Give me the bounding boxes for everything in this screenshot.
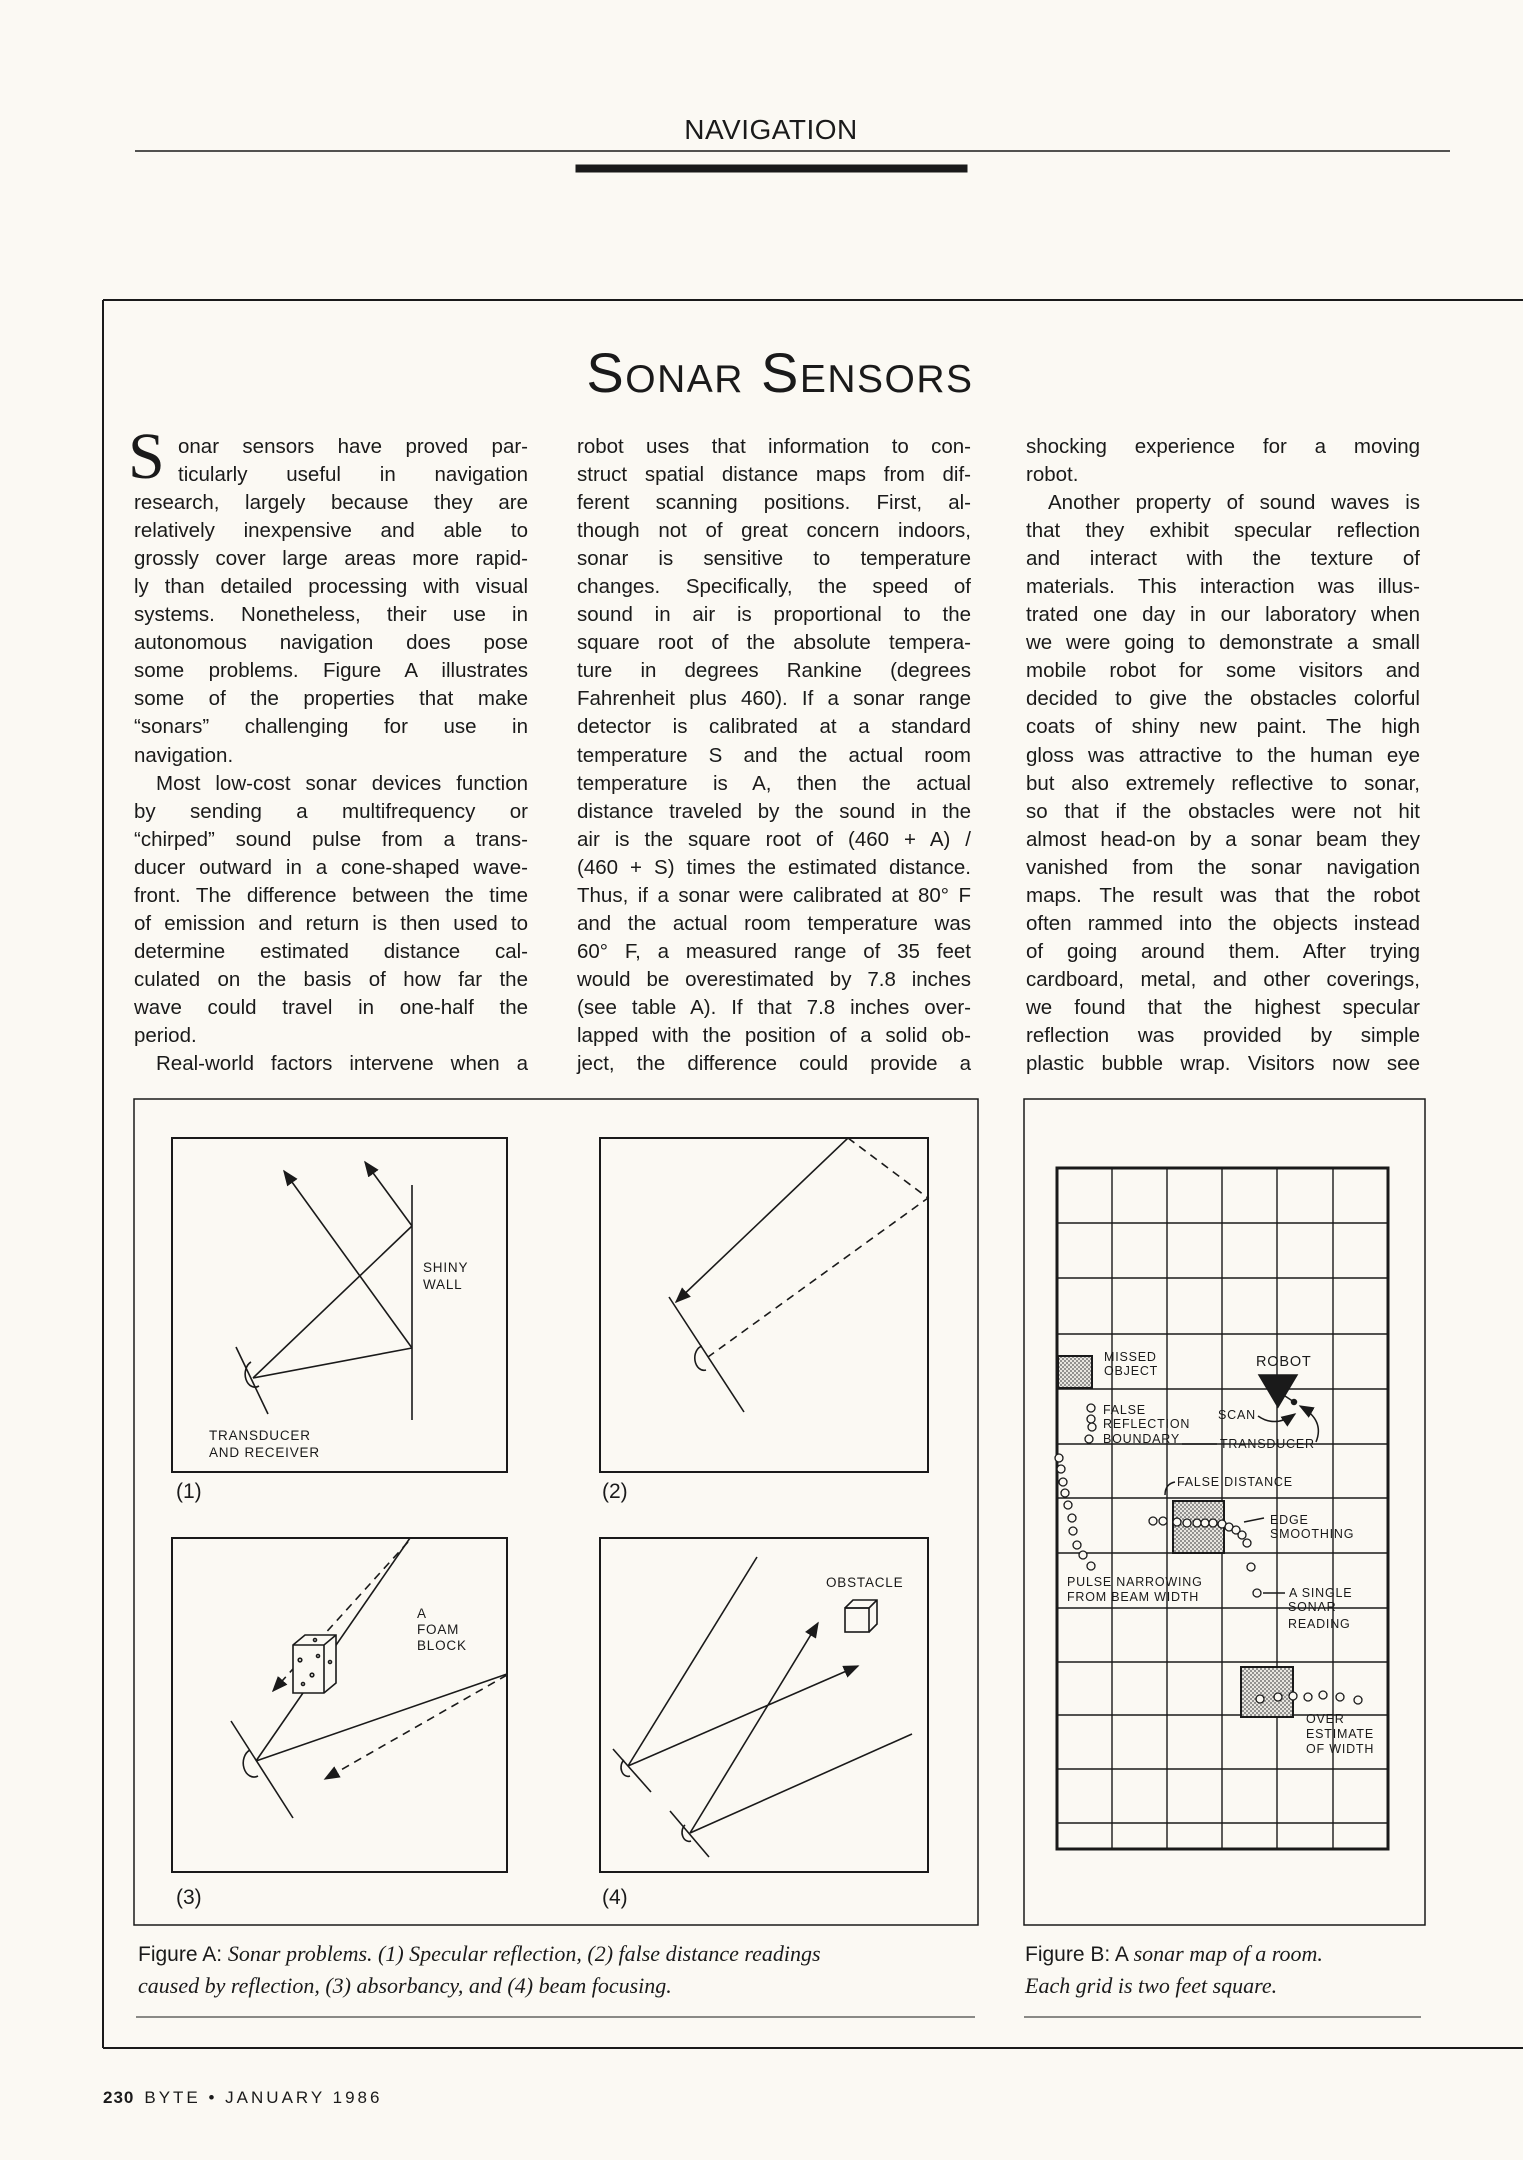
label-of-width: OF WIDTH [1306, 1742, 1375, 1756]
text-line: distance traveled by the sound in the [577, 799, 971, 823]
sonar-reading-marker [1336, 1693, 1344, 1701]
text-line: sound in air is proportional to the [577, 603, 971, 627]
figure-b-caption [1025, 1938, 1323, 2002]
text-line: wave could travel in one-half the [134, 995, 528, 1019]
missed-object [1058, 1356, 1092, 1388]
text-line: determine estimated distance cal- [134, 939, 528, 963]
label-shiny: SHINY [423, 1260, 469, 1275]
sonar-reading-marker [1055, 1454, 1063, 1462]
text-line: robot uses that information to con- [577, 435, 971, 458]
text-line: would be overestimated by 7.8 inches [577, 967, 971, 991]
wide-object [1241, 1667, 1293, 1717]
label-false-distance: FALSE DISTANCE [1177, 1475, 1293, 1489]
text-line: relatively inexpensive and able to [134, 519, 528, 543]
sonar-reading-marker [1354, 1696, 1362, 1704]
figure-a-caption-line1: Sonar problems. (1) Specular reflection, (2) false distance readings [227, 1941, 821, 1966]
text-line: that they exhibit specular reflection [1026, 519, 1420, 543]
panel-number-1: (1) [176, 1480, 202, 1503]
text-line: detector is calibrated at a standard [577, 715, 971, 739]
text-line: and the actual room temperature was [577, 911, 971, 935]
article-title: Sonar Sensors [586, 341, 974, 404]
text-line: gloss was attractive to the human eye [1026, 743, 1420, 767]
sonar-reading-marker [1088, 1423, 1096, 1431]
text-line: front. The difference between the time [134, 883, 528, 907]
transducer-icon [243, 1750, 258, 1777]
text-line: Fahrenheit plus 460). If a sonar range [577, 687, 971, 711]
text-line: square root of the absolute tempera- [577, 631, 971, 655]
text-line: navigation. [134, 743, 234, 767]
transducer-face [669, 1297, 744, 1412]
sonar-reading-marker [1059, 1478, 1067, 1486]
text-line: Thus, if a sonar were calibrated at 80° F [577, 883, 971, 907]
text-line: robot. [1026, 463, 1079, 487]
text-line: period. [134, 1023, 197, 1047]
figure-a-labels [176, 1260, 903, 1909]
section-header: NAVIGATION [684, 114, 858, 145]
sonar-reading-marker [1274, 1693, 1282, 1701]
obstacle-cube-icon [845, 1600, 877, 1632]
text-line: plastic bubble wrap. Visitors now see [1026, 1052, 1420, 1076]
transducer-face [236, 1347, 268, 1414]
text-line: some of the properties that make [134, 687, 528, 711]
label-false: FALSE [1103, 1403, 1146, 1417]
drop-cap: S [128, 420, 165, 493]
text-line: ly than detailed processing with visual [134, 575, 528, 599]
text-line: changes. Specifically, the speed of [577, 575, 971, 599]
text-line: coats of shiny new paint. The high [1026, 715, 1420, 739]
text-line: so that if the obstacles were not hit [1026, 799, 1420, 823]
transducer-face [231, 1721, 293, 1818]
sonar-reading-marker [1069, 1527, 1077, 1535]
text-line: systems. Nonetheless, their use in [134, 603, 528, 627]
text-line: we were going to demonstrate a small [1026, 631, 1420, 655]
sonar-reading-marker [1289, 1692, 1297, 1700]
sonar-reading-marker [1149, 1517, 1157, 1525]
text-line: some problems. Figure A illustrates [134, 659, 528, 683]
text-line: ducer outward in a cone-shaped wave- [134, 855, 528, 879]
label-estimate: ESTIMATE [1306, 1727, 1374, 1741]
label-sonar: SONAR [1288, 1600, 1337, 1614]
text-line: ticularly useful in navigation [178, 463, 528, 487]
text-line: vanished from the sonar navigation [1026, 855, 1420, 879]
text-line: we found that the highest specular [1026, 995, 1420, 1019]
text-line: (460 + S) times the estimated distance. [577, 855, 971, 879]
text-line: air is the square root of (460 + A) / [577, 827, 971, 851]
text-line: ferent scanning positions. First, al- [577, 491, 971, 515]
text-line: research, largely because they are [134, 491, 528, 515]
transducer-face [613, 1749, 651, 1792]
text-line: ture in degrees Rankine (degrees [577, 659, 971, 683]
panel-number-3: (3) [176, 1886, 202, 1909]
text-line: cardboard, metal, and other coverings, [1026, 967, 1420, 991]
sonar-reading-marker [1061, 1489, 1069, 1497]
sonar-reading-marker [1068, 1514, 1076, 1522]
sonar-reading-marker [1087, 1562, 1095, 1570]
label-object: OBJECT [1104, 1364, 1159, 1378]
label-reflection: REFLECTION [1103, 1417, 1191, 1431]
label-from-beam-width: FROM BEAM WIDTH [1067, 1590, 1200, 1604]
text-line: but also extremely reflective to sonar, [1026, 771, 1420, 795]
text-line: struct spatial distance maps from dif- [577, 463, 971, 487]
text-line: (see table A). If that 7.8 inches over- [577, 995, 971, 1019]
sonar-reading-marker [1201, 1519, 1209, 1527]
text-line: often rammed into the objects instead [1026, 911, 1420, 935]
sonar-reading-marker [1079, 1551, 1087, 1559]
sonar-reading-marker [1057, 1465, 1065, 1473]
text-line: materials. This interaction was illus- [1026, 575, 1420, 599]
text-line: of emission and return is then used to [134, 911, 528, 935]
label-smoothing: SMOOTHING [1270, 1527, 1355, 1541]
label-edge: EDGE [1270, 1513, 1309, 1527]
panel-1-specular-reflection [172, 1138, 507, 1472]
text-line: lapped with the position of a solid ob- [577, 1023, 971, 1047]
label-a: A [417, 1606, 427, 1621]
sonar-reading-marker [1064, 1501, 1072, 1509]
text-line: ject, the difference could provide a [577, 1052, 971, 1076]
text-line: shocking experience for a moving [1026, 435, 1420, 458]
sonar-reading-marker [1209, 1519, 1217, 1527]
text-line: mobile robot for some visitors and [1026, 659, 1420, 683]
foam-block-icon [293, 1635, 336, 1693]
figure-a-box [134, 1099, 978, 1925]
figure-a-caption [138, 1938, 821, 2002]
sonar-reading-marker [1087, 1404, 1095, 1412]
transducer-icon [695, 1346, 706, 1370]
label-a-single: A SINGLE [1289, 1586, 1353, 1600]
sonar-reading-marker [1238, 1531, 1246, 1539]
transducer-dot [1292, 1400, 1297, 1405]
figure-b-caption-line2: Each grid is two feet square. [1025, 1973, 1278, 1998]
text-line: though not of great concern indoors, [577, 519, 971, 543]
sonar-reading-marker [1243, 1539, 1251, 1547]
sonar-reading-marker [1085, 1435, 1093, 1443]
sonar-reading-marker [1183, 1519, 1191, 1527]
text-line: temperature S and the actual room [577, 743, 971, 767]
label-wall: WALL [423, 1277, 463, 1292]
text-line: by sending a multifrequency or [134, 799, 528, 823]
figure-a-caption-prefix: Figure A: [138, 1943, 223, 1966]
page-footer [103, 2088, 382, 2108]
text-line: “chirped” sound pulse from a trans- [134, 827, 528, 851]
panel-2-false-distance [600, 1138, 928, 1472]
label-boundary: BOUNDARY [1103, 1432, 1181, 1446]
panel-number-4: (4) [602, 1886, 628, 1909]
sonar-reading-marker [1193, 1519, 1201, 1527]
text-line: 60° F, a measured range of 35 feet [577, 939, 971, 963]
panel-3-absorbancy [172, 1538, 507, 1872]
figure-b-caption-prefix: Figure B: A [1025, 1943, 1128, 1966]
label-reading: READING [1288, 1617, 1351, 1631]
sonar-reading-marker [1073, 1541, 1081, 1549]
sonar-reading-marker [1247, 1563, 1255, 1571]
label-missed: MISSED [1104, 1350, 1157, 1364]
text-line: sonar is sensitive to temperature [577, 547, 971, 571]
text-line: and interact with the texture of [1026, 547, 1420, 571]
label-obstacle: OBSTACLE [826, 1575, 904, 1590]
text-line: trated one day in our laboratory when [1026, 603, 1420, 627]
issue-label: BYTE • JANUARY 1986 [144, 2088, 383, 2107]
sonar-reading-marker [1253, 1589, 1261, 1597]
sonar-reading-marker [1173, 1518, 1181, 1526]
text-line: reflection was provided by simple [1026, 1023, 1420, 1047]
label-block: BLOCK [417, 1638, 467, 1653]
sonar-reading-marker [1159, 1517, 1167, 1525]
transducer-face [670, 1811, 709, 1857]
label-and-receiver: AND RECEIVER [209, 1445, 320, 1460]
label-robot: ROBOT [1256, 1354, 1312, 1370]
text-line: autonomous navigation does pose [134, 631, 528, 655]
text-line: of going around them. After trying [1026, 939, 1420, 963]
label-transducer: TRANSDUCER [209, 1428, 311, 1443]
header-bar [576, 165, 967, 172]
figure-b-caption-line1: sonar map of a room. [1133, 1941, 1323, 1966]
figure-a-caption-line2: caused by reflection, (3) absorbancy, and (4) beam focusing. [138, 1973, 672, 1998]
text-line: “sonars” challenging for use in [134, 715, 528, 739]
text-line: temperature is A, then the actual [577, 771, 971, 795]
text-line: onar sensors have proved par- [178, 435, 528, 458]
page-number: 230 [103, 2088, 135, 2107]
text-line: Real-world factors intervene when a [156, 1052, 528, 1076]
sonar-reading-marker [1319, 1691, 1327, 1699]
panel-number-2: (2) [602, 1480, 628, 1503]
text-line: Most low-cost sonar devices function [156, 771, 528, 795]
label-pulse-narrowing: PULSE NARROWING [1067, 1575, 1203, 1589]
text-line: maps. The result was that the robot [1026, 883, 1420, 907]
text-line: grossly cover large areas more rapid- [134, 547, 528, 571]
text-line: culated on the basis of how far the [134, 967, 528, 991]
sonar-reading-marker [1087, 1415, 1095, 1423]
text-line: Another property of sound waves is [1048, 491, 1420, 515]
label-scan: SCAN [1218, 1408, 1256, 1422]
text-line: almost head-on by a sonar beam they [1026, 827, 1420, 851]
label-over: OVER [1306, 1712, 1345, 1726]
sonar-reading-marker [1304, 1693, 1312, 1701]
text-line: decided to give the obstacles colorful [1026, 687, 1420, 711]
sonar-reading-marker [1256, 1695, 1264, 1703]
label-transducer: TRANSDUCER [1220, 1437, 1315, 1451]
label-foam: FOAM [417, 1622, 460, 1637]
